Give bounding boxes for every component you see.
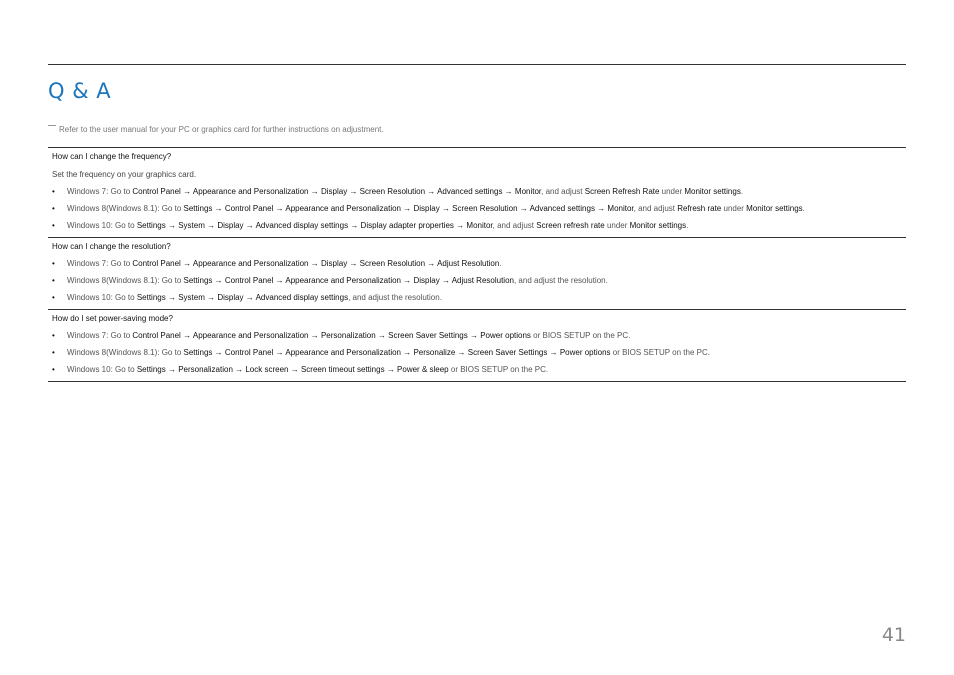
arrow-icon: → (427, 259, 436, 268)
arrow-icon: → (183, 187, 192, 196)
menu-path-term: Appearance and Personalization (285, 276, 401, 285)
instruction-text: Windows 7: Go to (67, 259, 133, 268)
arrow-icon: → (167, 365, 176, 374)
arrow-icon: → (167, 221, 176, 230)
instruction-list (48, 186, 906, 231)
instruction-item (48, 347, 906, 358)
instruction-text: Windows 8(Windows 8.1): Go to (67, 204, 184, 213)
instruction-text: , and adjust the resolution. (513, 276, 608, 285)
menu-path-term: Control Panel (224, 348, 274, 357)
menu-path-term: Personalize (413, 348, 456, 357)
menu-path-term: Advanced settings (529, 204, 595, 213)
menu-path-term: Screen Saver Settings (467, 348, 548, 357)
menu-path-term: Screen timeout settings (300, 365, 385, 374)
arrow-icon: → (350, 221, 359, 230)
menu-path-term: Adjust Resolution (437, 259, 500, 268)
arrow-icon: → (290, 365, 299, 374)
instruction-text: Windows 10: Go to (67, 293, 137, 302)
menu-path-term: Monitor settings (746, 204, 803, 213)
arrow-icon: → (386, 365, 395, 374)
arrow-icon: → (504, 187, 513, 196)
instruction-text: Windows 8(Windows 8.1): Go to (67, 348, 184, 357)
arrow-icon: → (519, 204, 528, 213)
menu-path-term: Control Panel (224, 276, 274, 285)
question: How can I change the frequency? (52, 152, 172, 161)
menu-path-term: Appearance and Personalization (192, 259, 309, 268)
instruction-item (48, 220, 906, 231)
arrow-icon: → (403, 348, 412, 357)
bullet-icon: • (52, 259, 55, 268)
instruction-text: , and adjust the resolution. (348, 293, 442, 302)
instruction-text: or BIOS SETUP on the PC. (448, 365, 549, 374)
instruction-list (48, 258, 906, 303)
arrow-icon: → (427, 187, 436, 196)
menu-path-term: Screen Saver Settings (388, 331, 468, 340)
instruction-text: under (659, 187, 685, 196)
bullet-icon: • (52, 365, 55, 374)
qa-section (48, 147, 906, 237)
menu-path-term: Personalization (178, 365, 233, 374)
menu-path-term: Monitor (514, 187, 542, 196)
arrow-icon: → (275, 276, 284, 285)
menu-path-term: Display (413, 276, 440, 285)
menu-path-term: Screen refresh rate (536, 221, 605, 230)
bullet-icon: • (52, 221, 55, 230)
menu-path-term: Monitor (466, 221, 493, 230)
menu-path-term: Appearance and Personalization (285, 204, 401, 213)
menu-path-term: Screen Resolution (452, 204, 518, 213)
instruction-item (48, 275, 906, 286)
menu-path-term: Power options (480, 331, 531, 340)
bullet-icon: • (52, 331, 55, 340)
menu-path-term: Advanced display settings (255, 293, 349, 302)
menu-path-term: Appearance and Personalization (285, 348, 401, 357)
menu-path-term: Refresh rate (677, 204, 722, 213)
arrow-icon: → (214, 276, 223, 285)
arrow-icon: → (275, 348, 284, 357)
menu-path-term: Screen Refresh Rate (584, 187, 660, 196)
instruction-item (48, 186, 906, 197)
menu-path-term: Display adapter properties (360, 221, 454, 230)
arrow-icon: → (245, 293, 254, 302)
menu-path-term: Screen Resolution (359, 259, 426, 268)
menu-path-term: Display (413, 204, 440, 213)
arrow-icon: → (245, 221, 254, 230)
instruction-item (48, 258, 906, 269)
menu-path-term: Settings (136, 365, 166, 374)
bullet-icon: • (52, 348, 55, 357)
menu-path-term: Display (217, 293, 244, 302)
instruction-text: , and adjust (541, 187, 585, 196)
menu-path-term: Personalization (320, 331, 376, 340)
arrow-icon: → (441, 204, 450, 213)
bullet-icon: • (52, 187, 55, 196)
instruction-text: Windows 7: Go to (67, 331, 133, 340)
menu-path-term: System (178, 293, 205, 302)
menu-path-term: Monitor settings (629, 221, 687, 230)
instruction-text: Windows 7: Go to (67, 187, 133, 196)
arrow-icon: → (403, 276, 412, 285)
instruction-text: Windows 10: Go to (67, 365, 137, 374)
instruction-text: under (604, 221, 630, 230)
note-dash (48, 125, 56, 126)
page-title: Q & A (48, 79, 112, 103)
question: How can I change the resolution? (52, 242, 171, 251)
arrow-icon: → (183, 259, 192, 268)
arrow-icon: → (469, 331, 478, 340)
bullet-icon: • (52, 204, 55, 213)
arrow-icon: → (275, 204, 284, 213)
menu-path-term: Appearance and Personalization (192, 331, 309, 340)
qa-table (48, 147, 906, 382)
menu-path-term: Display (320, 259, 348, 268)
menu-path-term: Lock screen (245, 365, 289, 374)
arrow-icon: → (457, 348, 466, 357)
instruction-item (48, 292, 906, 303)
adjustment-note (48, 125, 384, 134)
instruction-text: . (740, 187, 744, 196)
answer-text: Set the frequency on your graphics card. (52, 170, 197, 179)
menu-path-term: System (178, 221, 205, 230)
arrow-icon: → (214, 348, 223, 357)
instruction-text: . (802, 204, 805, 213)
menu-path-term: Screen Resolution (359, 187, 426, 196)
bullet-icon: • (52, 293, 55, 302)
page-number: 41 (881, 624, 906, 646)
arrow-icon: → (167, 293, 176, 302)
instruction-text: . (686, 221, 689, 230)
menu-path-term: Control Panel (132, 187, 181, 196)
menu-path-term: Power options (559, 348, 611, 357)
qa-section (48, 237, 906, 309)
instruction-list (48, 330, 906, 375)
arrow-icon: → (597, 204, 606, 213)
instruction-text: under (721, 204, 747, 213)
arrow-icon: → (310, 259, 319, 268)
arrow-icon: → (549, 348, 558, 357)
arrow-icon: → (349, 259, 358, 268)
arrow-icon: → (310, 187, 319, 196)
arrow-icon: → (349, 187, 358, 196)
menu-path-term: Monitor (607, 204, 634, 213)
instruction-item (48, 364, 906, 375)
arrow-icon: → (214, 204, 223, 213)
menu-path-term: Monitor settings (684, 187, 741, 196)
menu-path-term: Advanced display settings (255, 221, 349, 230)
menu-path-term: Display (217, 221, 244, 230)
instruction-text: or BIOS SETUP on the PC. (530, 331, 631, 340)
menu-path-term: Settings (136, 221, 166, 230)
menu-path-term: Advanced settings (437, 187, 503, 196)
arrow-icon: → (207, 221, 216, 230)
instruction-text: or BIOS SETUP on the PC. (610, 348, 710, 357)
question: How do I set power-saving mode? (52, 314, 173, 323)
arrow-icon: → (183, 331, 192, 340)
instruction-text: Windows 8(Windows 8.1): Go to (67, 276, 184, 285)
menu-path-term: Control Panel (224, 204, 274, 213)
menu-path-term: Control Panel (132, 331, 181, 340)
arrow-icon: → (456, 221, 465, 230)
instruction-text: Windows 10: Go to (67, 221, 137, 230)
instruction-text: , and adjust (492, 221, 537, 230)
arrow-icon: → (235, 365, 244, 374)
menu-path-term: Appearance and Personalization (192, 187, 309, 196)
menu-path-term: Display (320, 187, 348, 196)
menu-path-term: Settings (183, 204, 213, 213)
arrow-icon: → (377, 331, 386, 340)
menu-path-term: Settings (183, 348, 213, 357)
instruction-item (48, 330, 906, 341)
menu-path-term: Settings (183, 276, 213, 285)
arrow-icon: → (441, 276, 450, 285)
bullet-icon: • (52, 276, 55, 285)
menu-path-term: Power & sleep (397, 365, 449, 374)
qa-section (48, 309, 906, 382)
arrow-icon: → (310, 331, 319, 340)
instruction-item (48, 203, 906, 214)
instruction-text: . (499, 259, 502, 268)
top-rule (48, 64, 906, 65)
note-text: Refer to the user manual for your PC or graphics card for further instructions on adjustment. (59, 125, 384, 134)
instruction-text: , and adjust (633, 204, 678, 213)
arrow-icon: → (207, 293, 216, 302)
menu-path-term: Adjust Resolution (451, 276, 514, 285)
arrow-icon: → (403, 204, 412, 213)
menu-path-term: Control Panel (132, 259, 181, 268)
menu-path-term: Settings (136, 293, 166, 302)
